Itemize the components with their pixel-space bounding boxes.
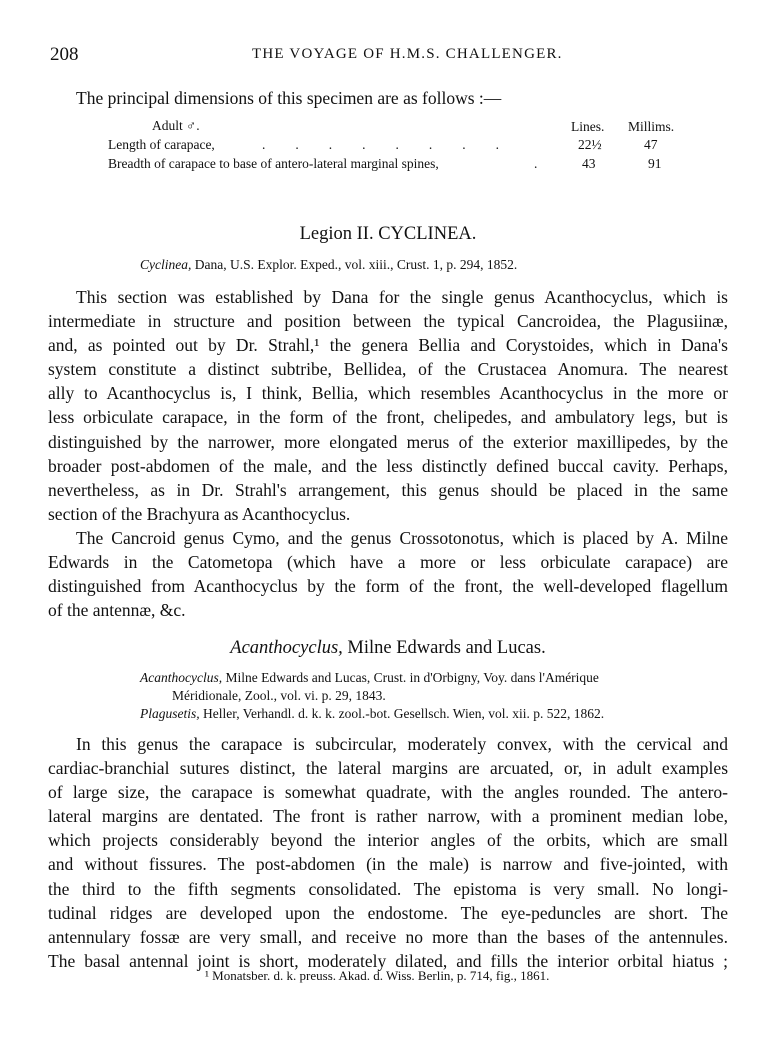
citation-text: Dana, U.S. Explor. Exped., vol. xiii., Crust. 1, p. 294, 1852. [191,257,518,272]
text-line: intermediate in structure and position between the typical Cancroidea, the Plagusiinæ, [48,311,728,332]
genus-heading-name: Acanthocyclus, [230,638,343,658]
citation-text: Milne Edwards and Lucas, Crust. in d'Orbigny, Voy. dans l'Amérique [222,670,599,685]
legion-citation [140,257,517,273]
page-number: 208 [50,44,79,65]
running-title: THE VOYAGE OF H.M.S. CHALLENGER. [252,46,563,62]
text-line: This section was established by Dana for the single genus Acanthocyclus, which is [76,287,728,307]
leader-dots: ........ [262,137,529,152]
paragraph-comparison [48,526,728,622]
text-line: system constitute a distinct subtribe, Bellidea, of the Crustacea Anomura. The nearest [48,359,728,380]
citation-text: Heller, Verhandl. d. k. k. zool.-bot. Gesellsch. Wien, vol. xii. p. 522, 1862. [199,706,605,721]
genus-heading [0,638,776,659]
col-lines-header: Lines. [571,119,605,134]
text-line: The basal antennal joint is short, moderately dilated, and fills the interior orbital hiatus ; [48,950,728,971]
text-line: antennulary fossæ are very small, and receive no more than the bases of the antennules. [48,926,728,947]
dimension-row-lines: 43 [582,156,596,171]
col-millims-header: Millims. [628,119,675,134]
text-line: cardiac-branchial sutures distinct, the lateral margins are arcuated, or, in adult examples [48,758,728,779]
text-line: section of the Brachyura as Acanthocyclus. [48,503,351,524]
genus-heading-rest: Milne Edwards and Lucas. [342,638,546,658]
text-line: and, as pointed out by Dr. Strahl,¹ the genera Bellia and Corystoides, which in Dana's [48,335,728,356]
leader-dots: . [534,156,538,171]
synonym-citation [140,670,599,686]
dimension-row-millims: 91 [648,156,662,171]
dimension-row-lines: 22½ [578,137,602,152]
citation-taxon: Plagusetis, [140,706,200,721]
citation-taxon: Cyclinea, [140,257,192,272]
dimensions-intro: The principal dimensions of this specimen are as follows :— [76,88,502,108]
text-line: tudinal ridges are developed upon the endostome. The eye-peduncles are short. The [48,902,728,923]
dimension-row-millims: 47 [644,137,658,152]
text-line: The Cancroid genus Cymo, and the genus Crossotonotus, which is placed by A. Milne [76,528,728,548]
dimension-row-label: Breadth of carapace to base of antero-lateral marginal spines, [108,156,439,171]
text-line: Edwards in the Catometopa (which have a more or less orbiculate carapace) are [48,552,728,573]
text-line: In this genus the carapace is subcircular, moderately convex, with the cervical and [76,734,728,754]
dimensions-label: Adult ♂. [152,118,200,133]
text-line: lateral margins are dentated. The front is rather narrow, with a prominent median lobe, [48,806,728,827]
text-line: the third to the fifth segments consolidated. The epistoma is very small. No longi- [48,878,728,899]
dimension-row-label: Length of carapace, [108,137,215,152]
text-line: of the antennæ, &c. [48,600,186,621]
text-line: distinguished by the narrower, more elongated merus of the exterior maxillipedes, by the [48,431,728,452]
paragraph-section-description [48,285,728,526]
footnote: ¹ Monatsber. d. k. preuss. Akad. d. Wiss. Berlin, p. 714, fig., 1861. [205,968,550,983]
synonym-citation [140,706,604,722]
text-line: broader post-abdomen of the male, and the less distinctly defined buccal cavity. Perhaps, [48,455,728,476]
text-line: less orbiculate carapace, in the form of the front, chelipedes, and ambulatory legs, but is [48,407,728,428]
text-line: nevertheless, as in Dr. Strahl's arrangement, this genus should be placed in the same [48,479,728,500]
legion-heading: Legion II. CYCLINEA. [299,224,477,244]
text-line: which projects considerably beyond the interior angles of the orbits, which are small [48,830,728,851]
citation-taxon: Acanthocyclus, [140,670,223,685]
text-line: ally to Acanthocyclus is, I think, Bellia, which resembles Acanthocyclus in the more or [48,383,728,404]
text-line: and without fissures. The post-abdomen (in the male) is narrow and five-jointed, with [48,854,728,875]
text-line: distinguished from Acanthocyclus by the form of the front, the well-developed flagellum [48,576,728,597]
paragraph-genus-description [48,732,728,973]
text-line: of large size, the carapace is somewhat quadrate, with the angles rounded. The antero- [48,782,728,803]
synonym-citation-cont: Méridionale, Zool., vol. vi. p. 29, 1843. [172,688,386,703]
